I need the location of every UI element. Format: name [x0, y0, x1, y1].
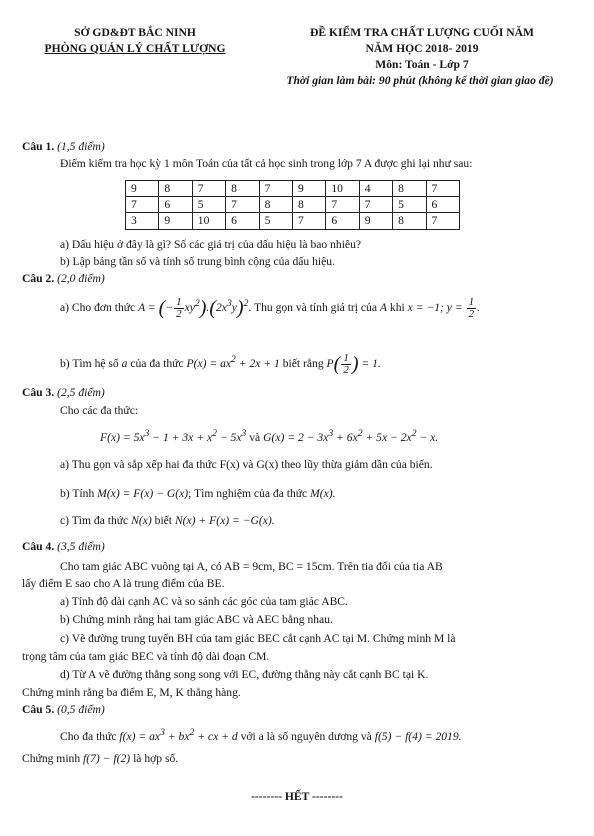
- table-cell: 10: [192, 213, 225, 229]
- question-2-points: (2,0 điểm): [57, 272, 105, 285]
- question-2b-pre: b) Tìm hệ số: [60, 356, 119, 370]
- question-1-label: Câu 1.: [22, 140, 55, 153]
- table-cell: 5: [259, 213, 292, 229]
- question-2b-mid: của đa thức: [130, 356, 184, 370]
- table-cell: 9: [292, 181, 325, 197]
- question-3b-post: ; Tìm nghiệm của đa thức: [188, 487, 308, 500]
- question-5-mid: với a là số nguyên dương và: [240, 729, 372, 743]
- exam-title: ĐỀ KIỂM TRA CHẤT LƯỢNG CUỐI NĂM: [310, 26, 534, 39]
- table-cell: 9: [126, 181, 159, 197]
- school-year: NĂM HỌC 2018- 2019: [365, 42, 479, 55]
- question-4-heading: [22, 540, 105, 554]
- polynomials-FG: $F(x) = 5x^3 - 1 + 3x + x^2 - 5x^3$ và $G(x) = 2 - 3x^3 + 6x^2 + 5x - 2x^2 - x$.: [100, 428, 439, 444]
- question-1-points: (1,5 điểm): [57, 140, 105, 153]
- question-1a: a) Dấu hiệu ở đây là gì? Số các giá trị của dấu hiệu là bao nhiêu?: [60, 238, 362, 251]
- question-5-pre: Cho đa thức: [60, 729, 117, 743]
- question-5-prove: Chứng minh: [22, 752, 81, 765]
- question-4-intro1: Cho tam giác ABC vuông tại A, có AB = 9cm, BC = 15cm. Trên tia đối của tia AB: [60, 560, 443, 573]
- table-cell: 7: [292, 213, 325, 229]
- table-cell: 8: [393, 213, 426, 229]
- question-4c-line2: trọng tâm của tam giác BEC và tính độ dài đoạn CM.: [22, 650, 270, 663]
- question-4-intro2: lấy điểm E sao cho A là trung điểm của BE.: [22, 577, 225, 590]
- question-5-heading: [22, 703, 105, 717]
- question-2a-post: . Thu gọn và tính giá trị của: [248, 300, 378, 314]
- question-1b: b) Lập bảng tần số và tính số trung bình cộng của dấu hiệu.: [60, 255, 335, 268]
- question-2b-post: biết rằng: [282, 356, 324, 370]
- time-allowed: Thời gian làm bài: 90 phút (không kể thời gian giao đề): [286, 74, 554, 87]
- question-3a: a) Thu gọn và sắp xếp hai đa thức F(x) và G(x) theo lũy thừa giảm dần của biến.: [60, 458, 433, 471]
- question-3b-pre: b) Tính: [60, 487, 95, 500]
- and-word: và: [249, 430, 261, 444]
- question-2-heading: [22, 272, 105, 286]
- question-2b: b) Tìm hệ số a của đa thức $P(x) = ax^2 + 2x + 1$ biết rằng P( $\frac{1}{2}$ ) = 1.: [60, 351, 381, 376]
- question-4d-line2: Chứng minh rằng ba điểm E, M, K thẳng hàng.: [22, 686, 241, 699]
- question-4a: a) Tính độ dài cạnh AC và so sánh các góc của tam giác ABC.: [60, 595, 348, 608]
- question-5-label: Câu 5.: [22, 703, 55, 716]
- monomial-expression: A = (− $\frac{1}{2}$ $xy^2).(2x^3y)^2$: [138, 295, 249, 320]
- question-1-heading: [22, 140, 105, 154]
- question-3c-mid: biết: [154, 514, 173, 527]
- question-4d-line1: d) Từ A vẽ đường thẳng song song với EC, đường thẳng này cắt cạnh BC tại K.: [60, 668, 429, 681]
- table-cell: 7: [126, 197, 159, 213]
- question-4c-line1: c) Vẽ đường trung tuyến BH của tam giác BEC cắt cạnh AC tại M. Chứng minh M là: [60, 632, 456, 645]
- question-3-points: (2,5 điểm): [57, 386, 105, 399]
- header-office-text: PHÒNG QUẢN LÝ CHẤT LƯỢNG: [44, 42, 226, 55]
- table-cell: 9: [359, 213, 392, 229]
- table-cell: 8: [259, 197, 292, 213]
- table-cell: 6: [159, 197, 192, 213]
- table-cell: 4: [359, 181, 392, 197]
- question-3-heading: [22, 386, 105, 400]
- table-cell: 7: [426, 181, 459, 197]
- table-cell: 10: [326, 181, 359, 197]
- question-5-points: (0,5 điểm): [57, 703, 105, 716]
- question-2a-pre: a) Cho đơn thức: [60, 300, 136, 314]
- table-cell: 8: [292, 197, 325, 213]
- question-3-label: Câu 3.: [22, 386, 55, 399]
- question-4b: b) Chứng minh rằng hai tam giác ABC và AEC bằng nhau.: [60, 613, 333, 626]
- table-cell: 8: [393, 181, 426, 197]
- table-cell: 7: [192, 181, 225, 197]
- table-cell: 9: [159, 213, 192, 229]
- table-cell: 8: [159, 181, 192, 197]
- table-cell: 3: [126, 213, 159, 229]
- question-3-intro: Cho các đa thức:: [60, 404, 139, 417]
- table-cell: 6: [426, 197, 459, 213]
- table-cell: 6: [226, 213, 259, 229]
- subject: Môn: Toán - Lớp 7: [375, 58, 469, 71]
- question-5-post: là hợp số.: [133, 752, 179, 765]
- question-3c-pre: c) Tìm đa thức: [60, 514, 129, 527]
- table-cell: 5: [393, 197, 426, 213]
- question-3b: b) Tính M(x) = F(x) − G(x); Tìm nghiệm của đa thức M(x).: [60, 487, 336, 500]
- table-row: [126, 197, 460, 213]
- table-cell: 7: [226, 197, 259, 213]
- table-cell: 7: [359, 197, 392, 213]
- table-cell: 7: [259, 181, 292, 197]
- question-5-line2: Chứng minh f(7) − f(2) là hợp số.: [22, 752, 179, 765]
- header-office: [20, 42, 250, 56]
- header-department: SỞ GD&ĐT BẮC NINH: [74, 26, 196, 39]
- question-4-points: (3,5 điểm): [57, 540, 105, 553]
- question-1-intro: Điểm kiểm tra học kỳ 1 môn Toán của tất cả học sinh trong lớp 7 A được ghi lại như sau:: [60, 157, 473, 170]
- question-3c: c) Tìm đa thức N(x) biết N(x) + F(x) = −G(x).: [60, 514, 275, 527]
- table-row: [126, 181, 460, 197]
- table-cell: 6: [326, 213, 359, 229]
- table-cell: 5: [192, 197, 225, 213]
- end-marker: -------- HẾT --------: [251, 790, 343, 803]
- table-cell: 7: [426, 213, 459, 229]
- question-4-label: Câu 4.: [22, 540, 55, 553]
- question-2a: a) Cho đơn thức A = (− $\frac{1}{2}$ $xy^2).(2x^3y)^2$. Thu gọn và tính giá trị của A khi x = −1; y = $\frac{1}{2}$ .: [60, 295, 480, 320]
- question-5-line1: Cho đa thức $f(x) = ax^3 + bx^2$ + cx + d với a là số nguyên dương và f(5) − f(4) = 2019.: [60, 727, 462, 743]
- score-table: [125, 180, 460, 230]
- table-cell: 8: [226, 181, 259, 197]
- table-row: [126, 213, 460, 229]
- table-cell: 7: [326, 197, 359, 213]
- question-2-label: Câu 2.: [22, 272, 55, 285]
- question-2a-when: khi: [389, 300, 405, 314]
